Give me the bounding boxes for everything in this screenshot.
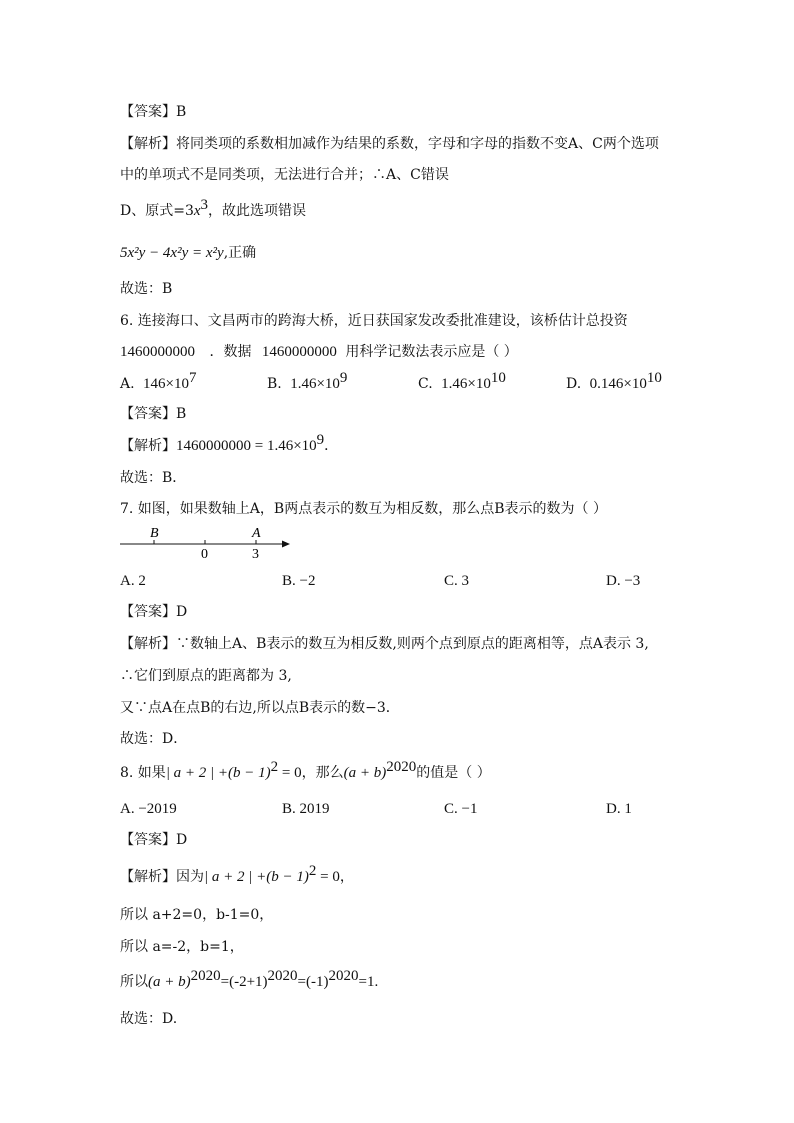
text: 8. 如果 bbox=[120, 765, 166, 781]
math-expression: (a + b) bbox=[148, 974, 191, 990]
explanation-8-line-3: 所以 a=-2，b=1， bbox=[120, 939, 244, 955]
option-8-d: D. 1 bbox=[606, 801, 632, 817]
explanation-8-line-1 bbox=[120, 863, 354, 887]
option-label: D. bbox=[566, 376, 582, 392]
answer-label-7: 【答案】D bbox=[120, 604, 188, 620]
option-exponent: 10 bbox=[646, 370, 662, 386]
number: 1460000000 bbox=[261, 344, 337, 360]
question-6-line-2 bbox=[120, 342, 518, 362]
explanation-5-line-2: 中的单项式不是同类项，无法进行合并；∴A、C错误 bbox=[120, 167, 449, 183]
selection-6: 故选：B． bbox=[120, 470, 187, 486]
option-6-a bbox=[120, 370, 197, 394]
math-exponent: 2020 bbox=[267, 968, 298, 984]
math-expression: =(-1) bbox=[297, 974, 329, 990]
text: ．数据 bbox=[209, 344, 252, 360]
math-expression: =1. bbox=[358, 974, 379, 990]
option-value: 1.46×10 bbox=[441, 376, 491, 392]
math-exponent: 2 bbox=[308, 863, 317, 879]
math-exponent: 2020 bbox=[386, 759, 417, 775]
option-6-d bbox=[566, 370, 662, 394]
option-7-d: D. −3 bbox=[606, 573, 641, 589]
math-exponent: 3 bbox=[200, 197, 209, 213]
math-exponent: 2 bbox=[270, 759, 279, 775]
answer-label-6: 【答案】B bbox=[120, 406, 187, 422]
number-line-arrow bbox=[282, 541, 290, 548]
option-label: A. bbox=[120, 376, 135, 392]
option-6-c bbox=[418, 370, 506, 394]
selection-5: 故选：B bbox=[120, 281, 173, 297]
text: ,正确 bbox=[223, 245, 257, 261]
option-value: 0.146×10 bbox=[589, 376, 647, 392]
text: D、原式=3 bbox=[120, 203, 194, 219]
option-7-c: C. 3 bbox=[444, 573, 470, 589]
point-label-a: A bbox=[252, 526, 261, 541]
explanation-5-line-4 bbox=[120, 243, 256, 263]
option-6-b bbox=[267, 370, 348, 394]
tick-label-three: 3 bbox=[252, 547, 259, 562]
text: 【解析】 bbox=[120, 438, 176, 454]
text: ，那么 bbox=[301, 765, 344, 781]
text: ． bbox=[324, 438, 339, 454]
explanation-6 bbox=[120, 432, 339, 456]
option-value: 146×10 bbox=[143, 376, 189, 392]
option-8-b: B. 2019 bbox=[282, 801, 330, 817]
math-expression: (a + b) bbox=[343, 765, 387, 781]
text: ，故此选项错误 bbox=[208, 203, 307, 219]
math-expression: 1460000000 = 1.46×10 bbox=[176, 438, 317, 454]
math-var: x bbox=[193, 203, 201, 219]
math-expression: =(-2+1) bbox=[220, 974, 268, 990]
option-7-b: B. −2 bbox=[282, 573, 316, 589]
selection-7: 故选：D． bbox=[120, 731, 188, 747]
option-value: 1.46×10 bbox=[290, 376, 340, 392]
math-expression: 5x²y − 4x²y = x²y bbox=[120, 245, 224, 261]
explanation-5-line-1: 【解析】将同类项的系数相加减作为结果的系数，字母和字母的指数不变A、C两个选项 bbox=[120, 136, 659, 152]
selection-8: 故选：D. bbox=[120, 1011, 178, 1027]
math-exponent: 2020 bbox=[328, 968, 359, 984]
text: ， bbox=[339, 869, 354, 885]
text: 所以 bbox=[120, 974, 148, 990]
option-8-c: C. −1 bbox=[444, 801, 478, 817]
point-label-b: B bbox=[150, 526, 159, 541]
option-8-a: A. −2019 bbox=[120, 801, 177, 817]
tick-label-zero: 0 bbox=[201, 547, 208, 562]
text: 【解析】因为 bbox=[120, 869, 204, 885]
explanation-7-line-3: 又∵点A在点B的右边,所以点B表示的数−3． bbox=[120, 700, 400, 716]
math-expression: = 0 bbox=[316, 869, 340, 885]
question-8 bbox=[120, 759, 491, 783]
option-label: B. bbox=[267, 376, 282, 392]
answer-label-8: 【答案】D bbox=[120, 832, 188, 848]
question-6-line-1: 6. 连接海口、文昌两市的跨海大桥，近日获国家发改委批准建设，该桥估计总投资 bbox=[120, 313, 628, 329]
answer-label-5: 【答案】B bbox=[120, 104, 187, 120]
option-exponent: 7 bbox=[188, 370, 197, 386]
question-7: 7. 如图，如果数轴上A，B两点表示的数互为相反数，那么点B表示的数为（ ） bbox=[120, 501, 607, 517]
explanation-8-line-4 bbox=[120, 968, 379, 992]
math-expression: = 0 bbox=[278, 765, 302, 781]
explanation-7-line-1: 【解析】∵数轴上A、B表示的数互为相反数,则两个点到原点的距离相等，点A表示 3, bbox=[120, 636, 649, 652]
math-expression: | a + 2 | +(b − 1) bbox=[165, 765, 271, 781]
math-exponent: 9 bbox=[316, 432, 325, 448]
math-exponent: 2020 bbox=[190, 968, 221, 984]
option-exponent: 10 bbox=[490, 370, 506, 386]
math-expression: | a + 2 | +(b − 1) bbox=[204, 869, 309, 885]
number-line-figure bbox=[118, 522, 298, 562]
text: 的值是（ ） bbox=[416, 765, 491, 781]
text: 用科学记数法表示应是（ ） bbox=[345, 344, 518, 360]
explanation-5-line-3 bbox=[120, 197, 307, 221]
option-exponent: 9 bbox=[339, 370, 348, 386]
number: 1460000000 bbox=[120, 344, 195, 360]
explanation-7-line-2: ∴它们到原点的距离都为 3, bbox=[120, 668, 292, 684]
option-7-a: A. 2 bbox=[120, 573, 146, 589]
option-label: C. bbox=[418, 376, 433, 392]
explanation-8-line-2: 所以 a+2=0，b-1=0， bbox=[120, 907, 274, 923]
